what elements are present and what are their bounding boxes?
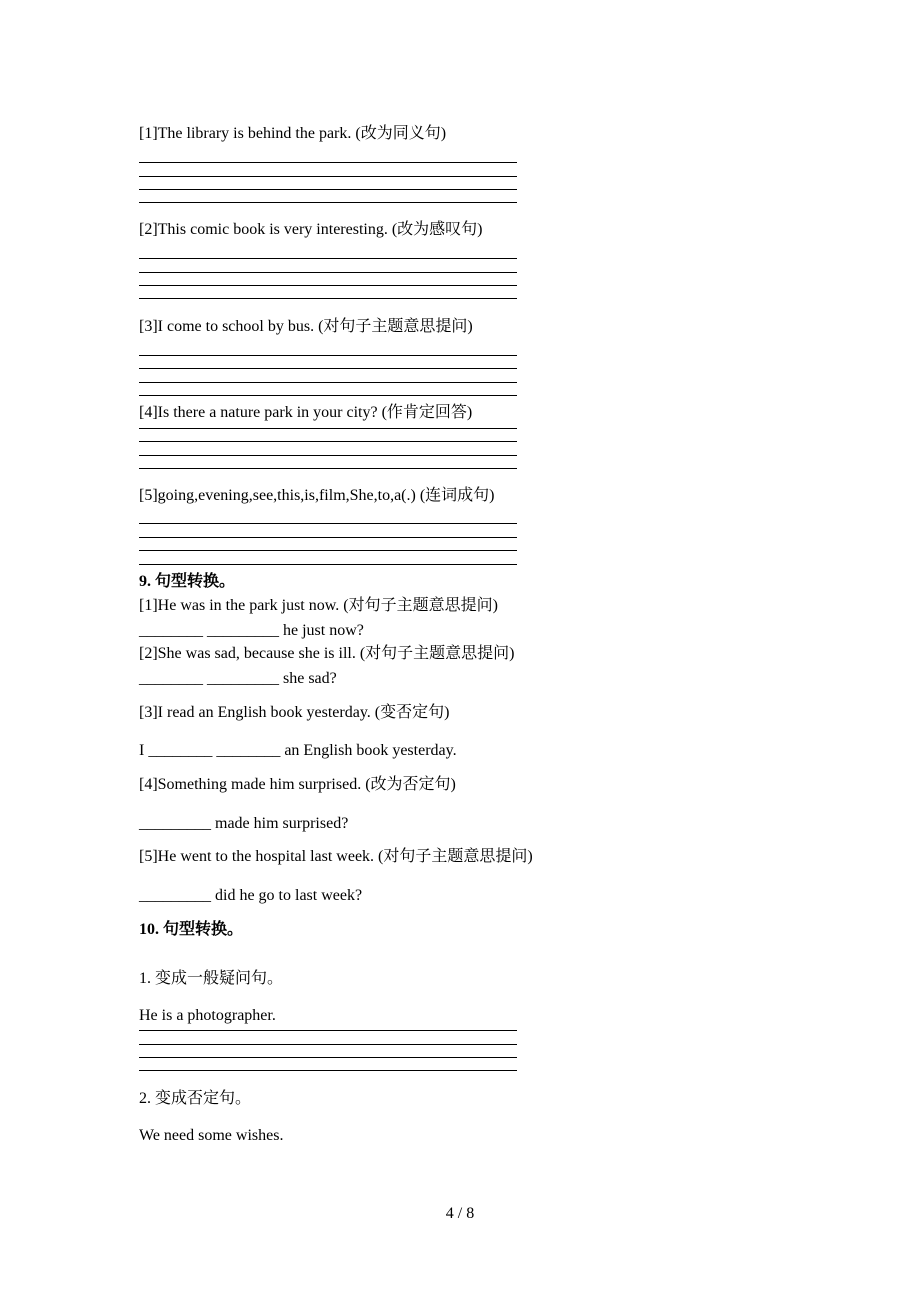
question-8-1: [1]The library is behind the park. (改为同义句) xyxy=(139,125,447,142)
answer-9-2: ________ _________ she sad? xyxy=(139,670,337,687)
answer-line xyxy=(139,1044,517,1045)
question-9-4: [4]Something made him surprised. (改为否定句) xyxy=(139,776,456,793)
answer-line xyxy=(139,1030,517,1031)
answer-line xyxy=(139,523,517,524)
answer-9-3: I ________ ________ an English book yesterday. xyxy=(139,742,457,759)
answer-line xyxy=(139,368,517,369)
answer-line xyxy=(139,176,517,177)
answer-line xyxy=(139,1070,517,1071)
answer-line xyxy=(139,455,517,456)
question-9-3: [3]I read an English book yesterday. (变否定句) xyxy=(139,704,450,721)
answer-line xyxy=(139,395,517,396)
answer-9-5: _________ did he go to last week? xyxy=(139,887,363,904)
answer-line xyxy=(139,285,517,286)
question-8-4: [4]Is there a nature park in your city? (作肯定回答) xyxy=(139,404,473,421)
answer-line xyxy=(139,550,517,551)
page-number: 4 / 8 xyxy=(445,1205,475,1222)
question-9-1: [1]He was in the park just now. (对句子主题意思提问) xyxy=(139,597,498,614)
answer-line xyxy=(139,1057,517,1058)
sentence-10-1: He is a photographer. xyxy=(139,1007,276,1024)
answer-line xyxy=(139,298,517,299)
answer-line xyxy=(139,428,517,429)
answer-line xyxy=(139,564,517,565)
answer-line xyxy=(139,441,517,442)
question-8-5: [5]going,evening,see,this,is,film,She,to,a(.) (连词成句) xyxy=(139,487,495,504)
answer-line xyxy=(139,537,517,538)
section-10-heading: 10. 句型转换。 xyxy=(139,921,244,938)
answer-line xyxy=(139,355,517,356)
question-8-3: [3]I come to school by bus. (对句子主题意思提问) xyxy=(139,318,473,335)
subquestion-10-2: 2. 变成否定句。 xyxy=(139,1090,252,1107)
answer-line xyxy=(139,258,517,259)
answer-line xyxy=(139,189,517,190)
answer-line xyxy=(139,162,517,163)
answer-line xyxy=(139,272,517,273)
question-9-2: [2]She was sad, because she is ill. (对句子主题意思提问) xyxy=(139,645,515,662)
section-9-heading: 9. 句型转换。 xyxy=(139,573,236,590)
answer-9-1: ________ _________ he just now? xyxy=(139,622,364,639)
answer-line xyxy=(139,468,517,469)
question-8-2: [2]This comic book is very interesting. (改为感叹句) xyxy=(139,221,483,238)
question-9-5: [5]He went to the hospital last week. (对句子主题意思提问) xyxy=(139,848,533,865)
sentence-10-2: We need some wishes. xyxy=(139,1127,284,1144)
answer-9-4: _________ made him surprised? xyxy=(139,815,349,832)
subquestion-10-1: 1. 变成一般疑问句。 xyxy=(139,970,284,987)
answer-line xyxy=(139,382,517,383)
answer-line xyxy=(139,202,517,203)
